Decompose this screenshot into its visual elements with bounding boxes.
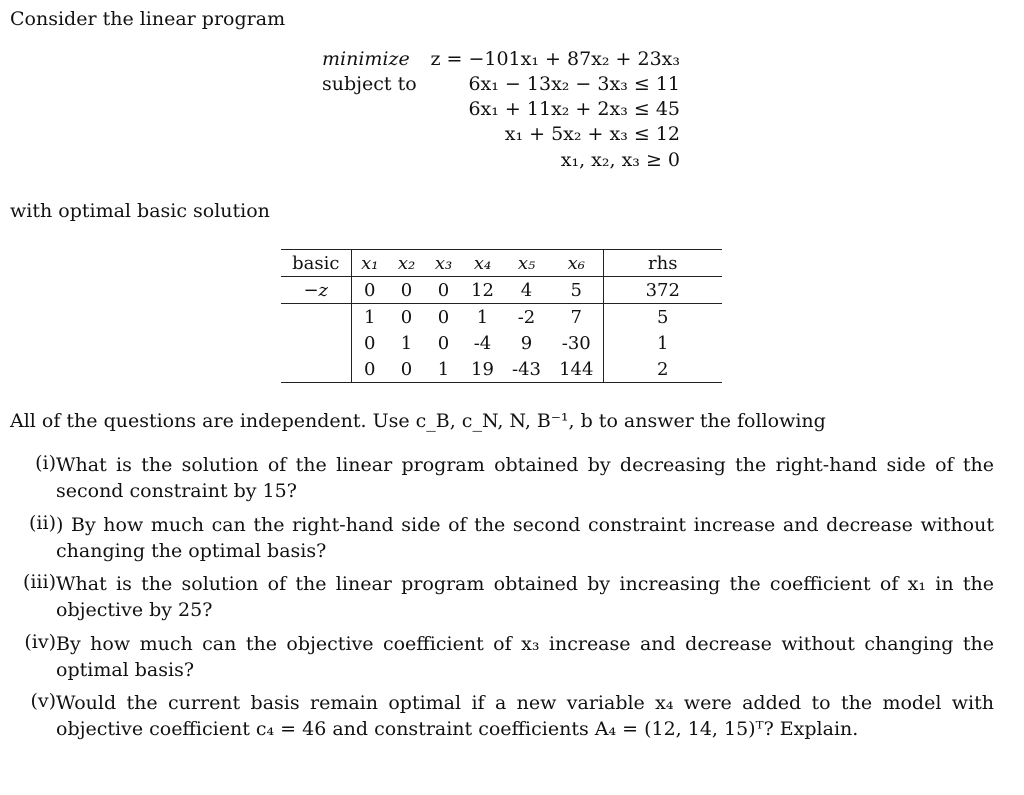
question-text: What is the solution of the linear program obtained by decreasing the right-hand side of the second constraint by 15? bbox=[56, 454, 994, 502]
table-cell: 9 bbox=[520, 332, 533, 354]
table-cell: 4 bbox=[503, 277, 550, 304]
table-cell: 372 bbox=[603, 277, 722, 304]
table-cell: 1 bbox=[425, 356, 462, 383]
question-number: (i) bbox=[35, 452, 56, 474]
header-cell: rhs bbox=[603, 250, 722, 277]
table-cell: 0 bbox=[400, 306, 413, 328]
table-cell: 1 bbox=[400, 332, 413, 354]
header-cell: x₅ bbox=[503, 250, 550, 277]
instructions-text: All of the questions are independent. Use c_B, c_N, N, B⁻¹, b to answer the following bbox=[10, 410, 826, 432]
table-cell: 0 bbox=[388, 356, 425, 383]
header-cell: x₂ bbox=[388, 250, 425, 277]
table-cell: 5 bbox=[550, 277, 603, 304]
table-cell: 0 bbox=[351, 356, 388, 383]
table-cell: 144 bbox=[550, 356, 603, 383]
nonnegativity-constraint: x₁, x₂, x₃ ≥ 0 bbox=[560, 149, 680, 171]
objective-function: z = −101x₁ + 87x₂ + 23x₃ bbox=[430, 48, 680, 70]
table-cell: -4 bbox=[473, 332, 492, 354]
table-row bbox=[281, 356, 722, 383]
header-cell: x₄ bbox=[462, 250, 503, 277]
question-text: ) By how much can the right-hand side of the second constraint increase and decrease without changing the optimal basis? bbox=[56, 514, 994, 562]
table-cell: 0 bbox=[364, 332, 376, 354]
intro-text: Consider the linear program bbox=[10, 8, 286, 30]
table-cell: -2 bbox=[517, 306, 536, 328]
table-cell: 7 bbox=[570, 306, 582, 328]
question-number: (iii) bbox=[22, 571, 56, 593]
constraint-2: 6x₁ + 11x₂ + 2x₃ ≤ 45 bbox=[468, 98, 680, 120]
table-cell bbox=[281, 330, 351, 356]
table-cell: 19 bbox=[462, 356, 503, 383]
simplex-tableau bbox=[281, 249, 722, 383]
table-cell: 12 bbox=[462, 277, 503, 304]
table-cell: 0 bbox=[437, 332, 450, 354]
table-cell bbox=[281, 304, 351, 331]
minimize-label: minimize bbox=[322, 48, 410, 70]
subject-to-label: subject to bbox=[322, 73, 417, 95]
table-row bbox=[281, 330, 722, 356]
constraint-3: x₁ + 5x₂ + x₃ ≤ 12 bbox=[504, 123, 680, 145]
table-cell: 5 bbox=[603, 304, 722, 331]
question-number: (iv) bbox=[24, 631, 56, 653]
header-cell: x₃ bbox=[425, 250, 462, 277]
header-cell: basic bbox=[281, 250, 351, 277]
table-cell: 0 bbox=[425, 277, 462, 304]
question-text: By how much can the objective coefficient of x₃ increase and decrease without changing the optimal basis? bbox=[56, 633, 994, 681]
question-number: (v) bbox=[30, 690, 56, 712]
table-cell: 1 bbox=[476, 306, 489, 328]
table-cell: 1 bbox=[603, 330, 722, 356]
table-cell: -43 bbox=[503, 356, 550, 383]
table-cell: −z bbox=[281, 277, 351, 304]
constraint-1: 6x₁ − 13x₂ − 3x₃ ≤ 11 bbox=[468, 73, 680, 95]
question-text: What is the solution of the linear program obtained by increasing the coefficient of x₁ in the objective by 25? bbox=[56, 573, 994, 621]
table-cell: 0 bbox=[437, 306, 450, 328]
tableau-z-row bbox=[281, 277, 722, 304]
table-cell: 2 bbox=[603, 356, 722, 383]
header-cell: x₁ bbox=[351, 250, 388, 277]
with-optimal-text: with optimal basic solution bbox=[10, 200, 270, 222]
header-cell: x₆ bbox=[550, 250, 603, 277]
table-cell: 0 bbox=[351, 277, 388, 304]
table-cell: -30 bbox=[561, 332, 591, 354]
question-number: (ii) bbox=[29, 512, 56, 534]
table-cell bbox=[281, 356, 351, 383]
table-cell: 1 bbox=[364, 306, 376, 328]
tableau-header-row bbox=[281, 250, 722, 277]
table-cell: 0 bbox=[388, 277, 425, 304]
table-row bbox=[281, 304, 722, 331]
question-text: Would the current basis remain optimal if a new variable x₄ were added to the model with objective coefficient c₄ = 46 and constraint coefficients A₄ = (12, 14, 15)ᵀ? Explain. bbox=[56, 692, 994, 740]
